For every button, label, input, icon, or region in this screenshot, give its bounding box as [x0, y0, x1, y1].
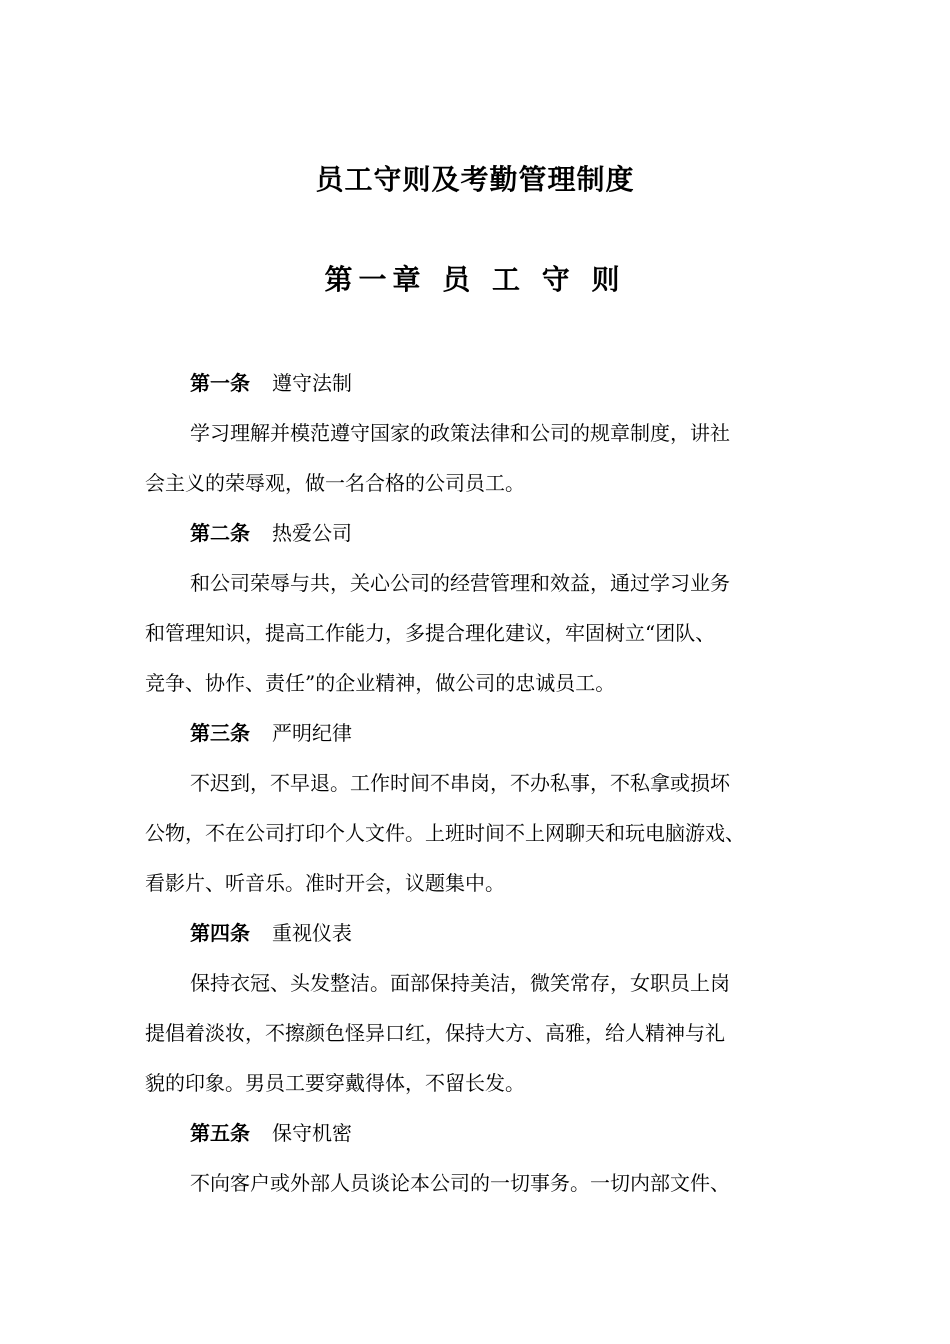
- article-text-line: 竞争、协作、责任”的企业精神，做公司的忠诚员工。: [145, 671, 616, 695]
- article-name: 严明纪律: [272, 721, 352, 745]
- article-text-line: 貌的印象。男员工要穿戴得体，不留长发。: [145, 1071, 525, 1095]
- article-body: [145, 758, 825, 908]
- article-name: 遵守法制: [272, 371, 352, 395]
- article-2: [145, 508, 825, 708]
- article-text-line: 看影片、听音乐。准时开会，议题集中。: [145, 871, 505, 895]
- article-heading: [145, 908, 825, 958]
- article-name: 重视仪表: [272, 921, 352, 945]
- article-number: 第二条: [190, 521, 250, 545]
- article-text-line: 和公司荣辱与共，关心公司的经营管理和效益，通过学习业务: [190, 571, 730, 595]
- article-heading: [145, 1108, 825, 1158]
- article-body: [145, 558, 825, 708]
- article-1: [145, 358, 825, 508]
- article-list: [145, 358, 825, 1208]
- article-number: 第三条: [190, 721, 250, 745]
- article-number: 第五条: [190, 1121, 250, 1145]
- article-text-line: 公物，不在公司打印个人文件。上班时间不上网聊天和玩电脑游戏、: [145, 821, 745, 845]
- article-text-line: 保持衣冠、头发整洁。面部保持美洁，微笑常存，女职员上岗: [190, 971, 730, 995]
- article-body: [145, 408, 825, 508]
- article-number: 第一条: [190, 371, 250, 395]
- article-heading: [145, 358, 825, 408]
- article-body: [145, 958, 825, 1108]
- article-text-line: 不向客户或外部人员谈论本公司的一切事务。一切内部文件、: [190, 1171, 730, 1195]
- article-text-line: 学习理解并模范遵守国家的政策法律和公司的规章制度，讲社: [190, 421, 730, 445]
- article-text-line: 会主义的荣辱观，做一名合格的公司员工。: [145, 471, 525, 495]
- article-text-line: 提倡着淡妆，不擦颜色怪异口红，保持大方、高雅，给人精神与礼: [145, 1021, 725, 1045]
- article-4: [145, 908, 825, 1108]
- article-3: [145, 708, 825, 908]
- article-heading: [145, 508, 825, 558]
- article-name: 热爱公司: [272, 521, 352, 545]
- article-text-line: 不迟到，不早退。工作时间不串岗，不办私事，不私拿或损坏: [190, 771, 730, 795]
- article-number: 第四条: [190, 921, 250, 945]
- chapter-title: 第一章 员 工 守 则: [324, 263, 626, 296]
- article-5: [145, 1108, 825, 1208]
- article-name: 保守机密: [272, 1121, 352, 1145]
- article-text-line: 和管理知识，提高工作能力，多提合理化建议，牢固树立“团队、: [145, 621, 716, 645]
- document-title: 员工守则及考勤管理制度: [315, 163, 635, 196]
- article-body: [145, 1158, 825, 1208]
- article-heading: [145, 708, 825, 758]
